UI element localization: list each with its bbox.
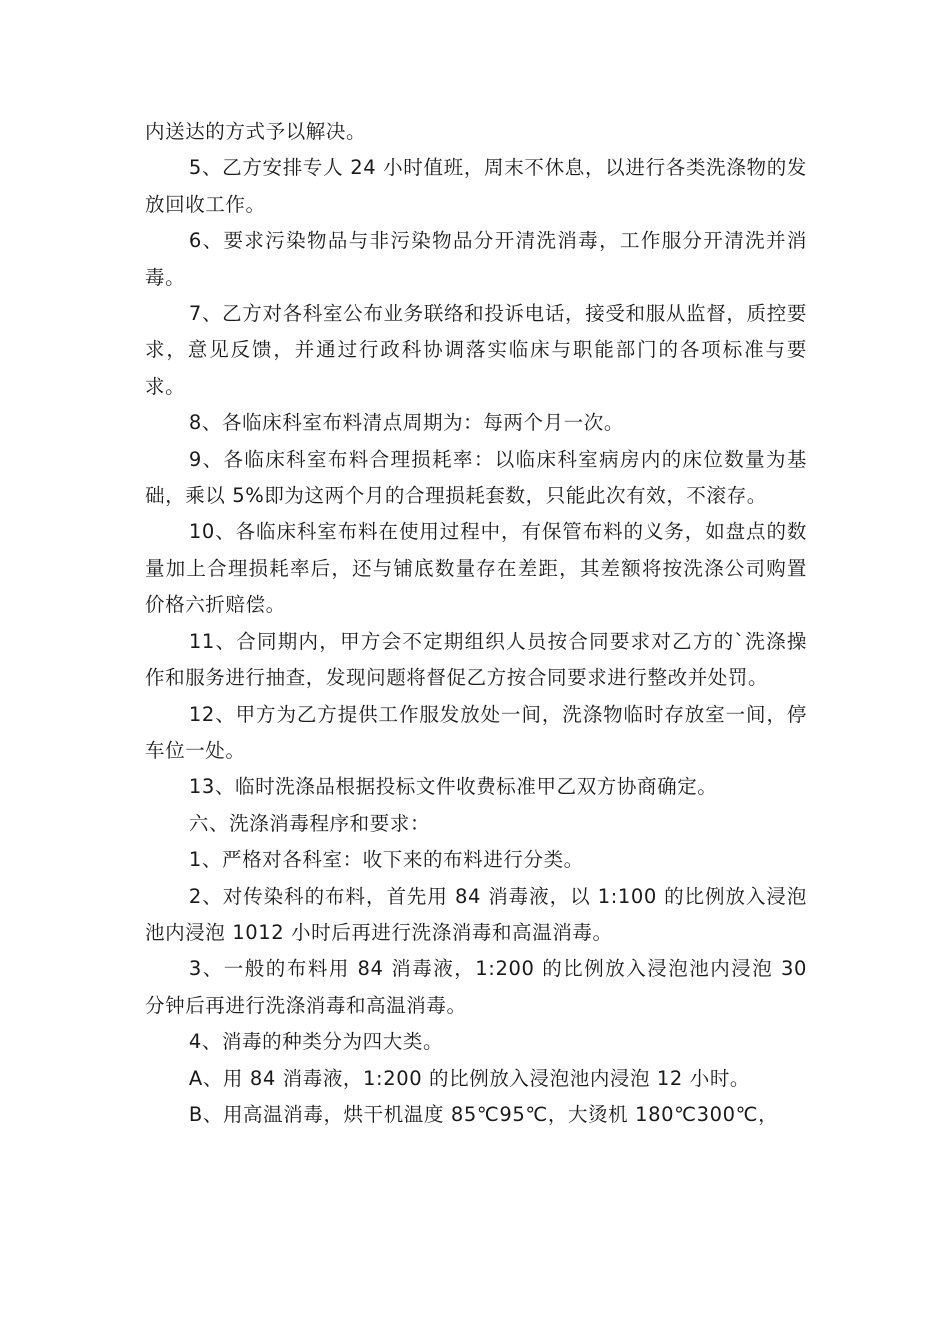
paragraph: 11、合同期内，甲方会不定期组织人员按合同要求对乙方的`洗涤操作和服务进行抽查，发现问题将督促乙方按合同要求进行整改并处罚。 <box>145 629 807 690</box>
paragraph: 9、各临床科室布料合理损耗率：以临床科室病房内的床位数量为基础，乘以 5%即为这两个月的合理损耗套数，只能此次有效，不滚存。 <box>145 447 807 508</box>
paragraph: 3、一般的布料用 84 消毒液，1:200 的比例放入浸泡池内浸泡 30 分钟后再进行洗涤消毒和高温消毒。 <box>145 957 807 1017</box>
paragraph: 7、乙方对各科室公布业务联络和投诉电话，接受和服从监督，质控要求，意见反馈，并通过行政科协调落实临床与职能部门的各项标准与要求。 <box>145 302 807 398</box>
paragraph: 12、甲方为乙方提供工作服发放处一间，洗涤物临时存放室一间，停车位一处。 <box>145 702 807 762</box>
paragraph: 2、对传染科的布料，首先用 84 消毒液，以 1:100 的比例放入浸泡池内浸泡 1012 小时后再进行洗涤消毒和高温消毒。 <box>145 884 807 944</box>
paragraph: B、用高温消毒，烘干机温度 85℃95℃，大烫机 180℃300℃， <box>188 1102 779 1126</box>
paragraph: 4、消毒的种类分为四大类。 <box>188 1030 444 1054</box>
paragraph: A、用 84 消毒液，1:200 的比例放入浸泡池内浸泡 12 小时。 <box>188 1066 751 1090</box>
paragraph: 1、严格对各科室：收下来的布料进行分类。 <box>188 848 584 872</box>
paragraph: 10、各临床科室布料在使用过程中，有保管布料的义务，如盘点的数量加上合理损耗率后，还与铺底数量存在差距，其差额将按洗涤公司购置价格六折赔偿。 <box>145 520 807 617</box>
paragraph: 13、临时洗涤品根据投标文件收费标准甲乙双方协商确定。 <box>188 775 718 799</box>
document-body <box>145 114 807 1133</box>
paragraph: 六、洗涤消毒程序和要求： <box>188 811 431 835</box>
paragraph: 内送达的方式予以解决。 <box>145 120 367 143</box>
paragraph: 5、乙方安排专人 24 小时值班，周末不休息，以进行各类洗涤物的发放回收工作。 <box>145 156 807 216</box>
paragraph: 8、各临床科室布料清点周期为：每两个月一次。 <box>188 411 624 435</box>
paragraph: 6、要求污染物品与非污染物品分开清洗消毒，工作服分开清洗并消毒。 <box>145 229 807 289</box>
